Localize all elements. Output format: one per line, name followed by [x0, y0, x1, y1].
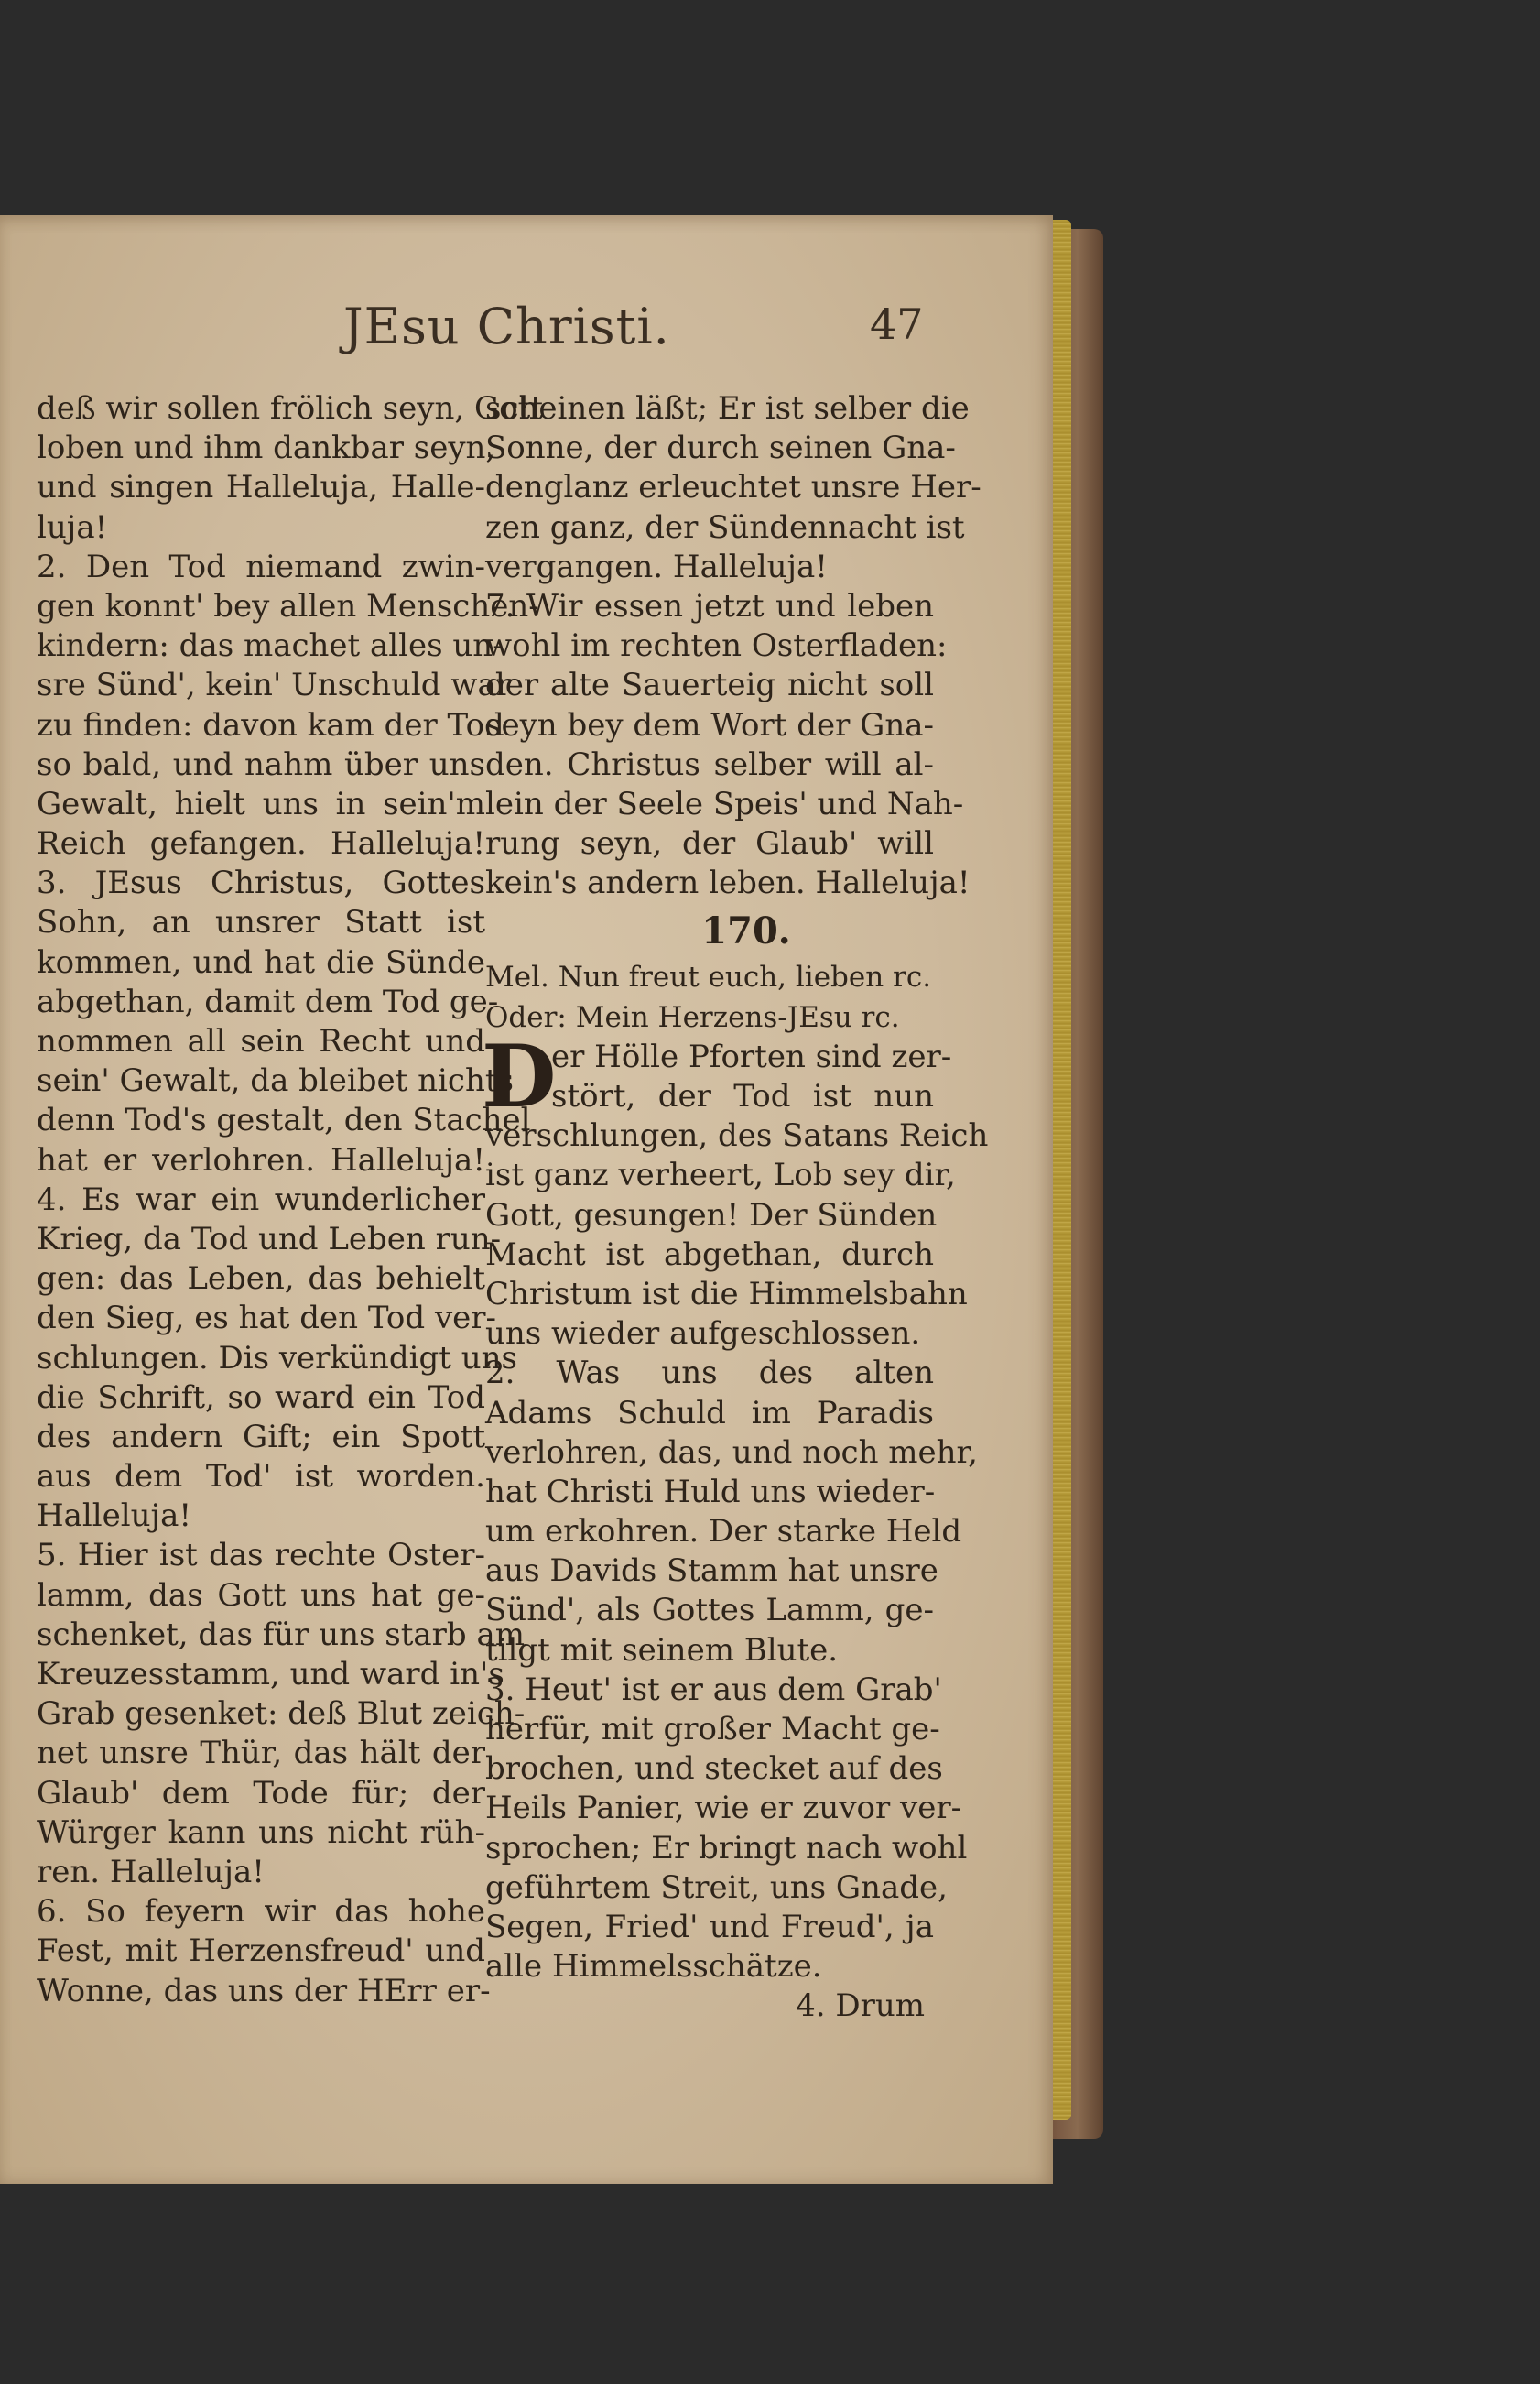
text-line: hat er verlohren. Halleluja!	[37, 1141, 485, 1179]
text-line: gen konnt' bey allen Menschen-	[37, 587, 539, 625]
text-line: Kreuzesstamm, und ward in's	[37, 1656, 504, 1693]
drop-cap: D	[482, 1026, 557, 1127]
text-line: Grab gesenket: deß Blut zeich-	[37, 1695, 526, 1733]
text-line: den Sieg, es hat den Tod ver-	[37, 1300, 497, 1337]
text-line: uns wieder aufgeschlossen.	[485, 1315, 921, 1353]
text-line: 6. So feyern wir das hohe	[37, 1893, 485, 1931]
text-line: sein' Gewalt, da bleibet nichts	[37, 1062, 514, 1100]
text-line: zu finden: davon kam der Tod	[37, 706, 504, 744]
text-line: 7. Wir essen jetzt und leben	[485, 587, 934, 625]
text-line: nommen all sein Recht und	[37, 1023, 485, 1060]
melody-line-2: Oder: Mein Herzens-JEsu rc.	[485, 1000, 900, 1034]
text-line: 2. Was uns des alten	[485, 1355, 934, 1392]
hymn-first-line: er Hölle Pforten sind zer-	[551, 1038, 952, 1075]
text-line: 4. Es war ein wunderlicher	[37, 1181, 485, 1218]
hymn-opening	[482, 1026, 952, 1127]
text-line: wohl im rechten Osterfladen:	[485, 627, 948, 665]
text-line: denglanz erleuchtet unsre Her-	[485, 469, 981, 506]
text-line: des andern Gift; ein Spott	[37, 1418, 485, 1455]
text-line: um erkohren. Der starke Held	[485, 1513, 962, 1551]
text-line: luja!	[37, 508, 108, 546]
text-line: herfür, mit großer Macht ge-	[485, 1711, 940, 1747]
left-column	[37, 389, 543, 2011]
text-line: ist ganz verheert, Lob sey dir,	[485, 1157, 956, 1194]
hymn-number: 170.	[701, 909, 791, 953]
catchword: 4. Drum	[796, 1987, 925, 2025]
text-line: lamm, das Gott uns hat ge-	[37, 1576, 485, 1614]
text-line: alle Himmelsschätze.	[485, 1948, 822, 1986]
text-line: Christum ist die Himmelsbahn	[485, 1275, 968, 1312]
text-line: lein der Seele Speis' und Nah-	[485, 785, 964, 822]
text-line: so bald, und nahm über uns	[37, 746, 485, 783]
text-line: brochen, und stecket auf des	[485, 1750, 943, 1788]
text-line: 2. Den Tod niemand zwin-	[37, 548, 485, 585]
text-line: tilgt mit seinem Blute.	[485, 1631, 839, 1669]
hymn-second-line: stört, der Tod ist nun	[551, 1078, 934, 1115]
text-line: Krieg, da Tod und Leben run-	[37, 1220, 502, 1257]
text-line: seyn bey dem Wort der Gna-	[485, 706, 934, 744]
text-line: 5. Hier ist das rechte Oster-	[37, 1537, 485, 1574]
text-line: sre Sünd', kein' Unschuld war	[37, 667, 512, 704]
text-line: loben und ihm dankbar seyn,	[37, 430, 496, 467]
text-line: Wonne, das uns der HErr er-	[37, 1972, 491, 2009]
right-column-bottom-text	[485, 1116, 989, 1987]
text-line: Glaub' dem Tode für; der	[37, 1774, 485, 1812]
text-line: Sünd', als Gottes Lamm, ge-	[485, 1592, 934, 1629]
running-title: JEsu Christi.	[343, 298, 670, 355]
text-line: hat Christi Huld uns wieder-	[485, 1473, 936, 1510]
text-line: deß wir sollen frölich seyn, Gott	[37, 390, 543, 427]
text-line: scheinen läßt; Er ist selber die	[485, 390, 970, 427]
right-column-top-text	[485, 389, 981, 903]
text-line: vergangen. Halleluja!	[485, 548, 828, 585]
text-line: ren. Halleluja!	[37, 1853, 265, 1890]
text-line: Macht ist abgethan, durch	[485, 1236, 934, 1273]
text-line: zen ganz, der Sündennacht ist	[485, 508, 965, 546]
text-line: 3. JEsus Christus, Gottes	[37, 865, 485, 902]
text-line: Adams Schuld im Paradis	[485, 1394, 934, 1431]
text-line: die Schrift, so ward ein Tod	[37, 1378, 485, 1416]
text-line: den. Christus selber will al-	[485, 746, 934, 783]
text-line: aus dem Tod' ist worden.	[37, 1458, 485, 1496]
text-line: kommen, und hat die Sünde	[37, 943, 485, 981]
text-line: Sonne, der durch seinen Gna-	[485, 430, 956, 467]
text-line: Segen, Fried' und Freud', ja	[485, 1908, 934, 1945]
text-line: Reich gefangen. Halleluja!	[37, 825, 485, 863]
text-line: Fest, mit Herzensfreud' und	[37, 1932, 485, 1970]
text-line: schenket, das für uns starb am	[37, 1616, 526, 1653]
text-line: geführtem Streit, uns Gnade,	[485, 1868, 948, 1906]
right-column	[482, 389, 989, 2027]
text-line: denn Tod's gestalt, den Stachel	[37, 1102, 531, 1139]
text-line: der alte Sauerteig nicht soll	[485, 667, 934, 704]
text-line: Halleluja!	[37, 1497, 192, 1535]
text-line: rung seyn, der Glaub' will	[485, 825, 934, 863]
text-line: Würger kann uns nicht rüh-	[37, 1813, 485, 1851]
text-line: schlungen. Dis verkündigt uns	[37, 1339, 517, 1377]
text-line: net unsre Thür, das hält der	[37, 1735, 485, 1772]
text-line: Gewalt, hielt uns in sein'm	[37, 785, 485, 822]
text-line: gen: das Leben, das behielt	[37, 1260, 485, 1298]
running-head	[0, 298, 1053, 362]
melody-line-1: Mel. Nun freut euch, lieben rc.	[485, 961, 932, 995]
text-line: verlohren, das, und noch mehr,	[485, 1433, 978, 1471]
text-line: kindern: das machet alles un-	[37, 627, 504, 665]
book-page	[0, 215, 1053, 2184]
text-line: Gott, gesungen! Der Sünden	[485, 1196, 938, 1234]
text-line: Heils Panier, wie er zuvor ver-	[485, 1790, 962, 1827]
text-line: und singen Halleluja, Halle-	[37, 469, 485, 506]
text-line: Sohn, an unsrer Statt ist	[37, 904, 485, 942]
text-line: kein's andern leben. Halleluja!	[485, 865, 971, 902]
text-line: sprochen; Er bringt nach wohl	[485, 1829, 968, 1867]
text-line: 3. Heut' ist er aus dem Grab'	[485, 1671, 942, 1708]
text-line: verschlungen, des Satans Reich	[485, 1117, 989, 1155]
text-line: aus Davids Stamm hat unsre	[485, 1552, 938, 1590]
text-line: abgethan, damit dem Tod ge-	[37, 983, 499, 1020]
page-number: 47	[870, 299, 924, 349]
